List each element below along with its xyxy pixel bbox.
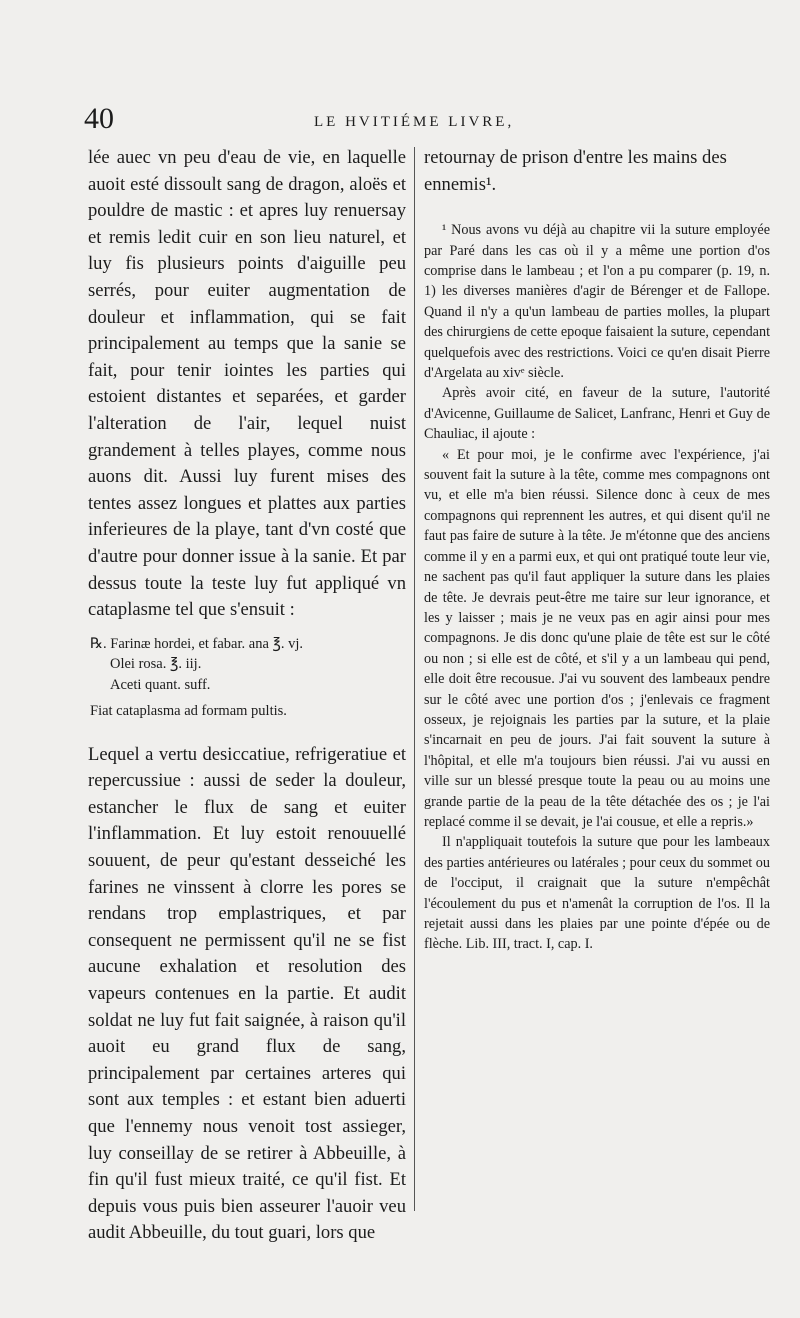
footnote-paragraph: Après avoir cité, en faveur de la suture, l'autorité d'Avicenne, Guillaume de Salicet, Lanfranc, Henri et Guy de Chauliac, il ajoute : xyxy=(424,385,770,443)
right-column xyxy=(424,145,770,955)
body-paragraph: retournay de prison d'entre les mains des ennemis¹. xyxy=(424,147,727,195)
left-column xyxy=(88,145,406,1247)
formula-line: Fiat cataplasma ad formam pultis. xyxy=(90,703,287,720)
column-divider xyxy=(414,147,415,1211)
page-header xyxy=(84,102,734,142)
footnote-paragraph: « Et pour moi, je le confirme avec l'expérience, j'ai souvent fait la suture à la tête, comme mes compagnons ont vu, et elle m'a bien réussi. Silence donc à ceux de mes compagnons qui reprennent les autres, et qui disent qu'il ne faut pas faire de suture à la tête. Je m'étonne que des anciens comme il y en a parmi eux, et qui ont pratiqué toute leur vie, ne sachent pas qu'il faut appliquer la suture dans les plaies de tête. Je devrais peut-être me taire sur leur ignorance, et les y laisser ; mais je ne veux pas en agir ainsi pour mes compagnons. Je dis donc qu'une plaie de tête est sur le côté ou non ; si elle est de côté, et s'il y a un lambeau qui pend, elle doit être recousue. J'ai vu souvent des lambeaux pendre sur le côté avec une portion d'os ; j'enlevais ce fragment osseux, je rejoignais les parties par la suture, et la plaie s'incarnait en peu de jours. J'ai fait souvent la suture à l'hôpital, et elle m'a toujours bien réussi. J'ai vu aussi en ville sur un blessé presque toute la peau ou au moins une grande partie de la peau de la tête détachée des os ; je l'ai replacé comme il se devait, je l'ai cousue, et elle a repris.» xyxy=(424,446,770,830)
formula-line: Olei rosa. ℥. iij. xyxy=(110,656,202,673)
footnote-paragraph: Il n'appliquait toutefois la suture que pour les lambeaux des parties antérieures ou latérales ; pour ceux du sommet ou de l'occiput, il craignait que la suture n'empêchât l'écoulement du pus et n'amenât la corruption de l'os. Il la rejetait aussi dans les plaies par une pointe d'épée ou de flèche. Lib. III, tract. I, cap. I. xyxy=(424,834,770,953)
formula-line: Aceti quant. suff. xyxy=(110,676,211,693)
footnote-paragraph: ¹ Nous avons vu déjà au chapitre vii la suture employée par Paré dans les cas où il y a même une portion d'os comprise dans le lambeau ; et l'on a pu comparer (p. 19, n. 1) les diverses manières d'agir de Bérenger et de Fallope. Quand il n'y a qu'un lambeau de parties molles, la plupart des chirurgiens de cette epoque faisaient la suture, cependant quelquefois avec des restrictions. Voici ce qu'en disait Pierre d'Argelata au xivᵉ siècle. xyxy=(424,222,771,382)
running-head: LE HVITIÉME LIVRE, xyxy=(314,114,515,130)
page-number: 40 xyxy=(84,102,114,135)
recipe-formula xyxy=(90,634,406,722)
body-paragraph: Lequel a vertu desiccatiue, refrigeratiue et repercussiue : aussi de seder la douleur, estancher le flux de sang et euiter l'inflammation. Et luy estoit renouuellé souuent, de peur qu'estant desseiché les farines ne vinssent à clorre les pores se rendans trop emplastriques, et par consequent ne permissent qu'il ne se fist aucune exhalation et resolution des vapeurs contenues en la partie. Et audit soldat ne luy fut fait saignée, à raison qu'il auoit eu grand flux de sang, principalement par certaines arteres qui sont aux temples : et estant bien aduerti que l'ennemy nous venoit tost assieger, luy conseillay de se retirer à Abbeuille, à fin qu'il fust mieux traité, ce qu'il fist. Et depuis vous puis bien asseurer l'auoir veu audit Abbeuille, du tout guari, lors que xyxy=(88,743,406,1244)
formula-line: ℞. Farinæ hordei, et fabar. ana ℥. vj. xyxy=(90,635,304,652)
body-paragraph: lée auec vn peu d'eau de vie, en laquelle auoit esté dissoult sang de dragon, aloës et pouldre de mastic : et apres luy renuersay et remis ledit cuir en son lieu naturel, et luy fis plusieurs points d'aiguille peu serrés, pour euiter augmentation de douleur et inflammation, qui se fait principalement au temps que la sanie se fait, pour tenir iointes les parties qui estoient distantes et separées, et garder l'alteration de l'air, lequel nuist grandement à telles playes, comme nous auons dit. Aussi luy furent mises des tentes assez longues et plattes aux parties inferieures de la playe, tant d'vn costé que d'autre pour donner issue à la sanie. Et par dessus toute la teste luy fut appliqué vn cataplasme tel que s'ensuit : xyxy=(88,147,406,621)
